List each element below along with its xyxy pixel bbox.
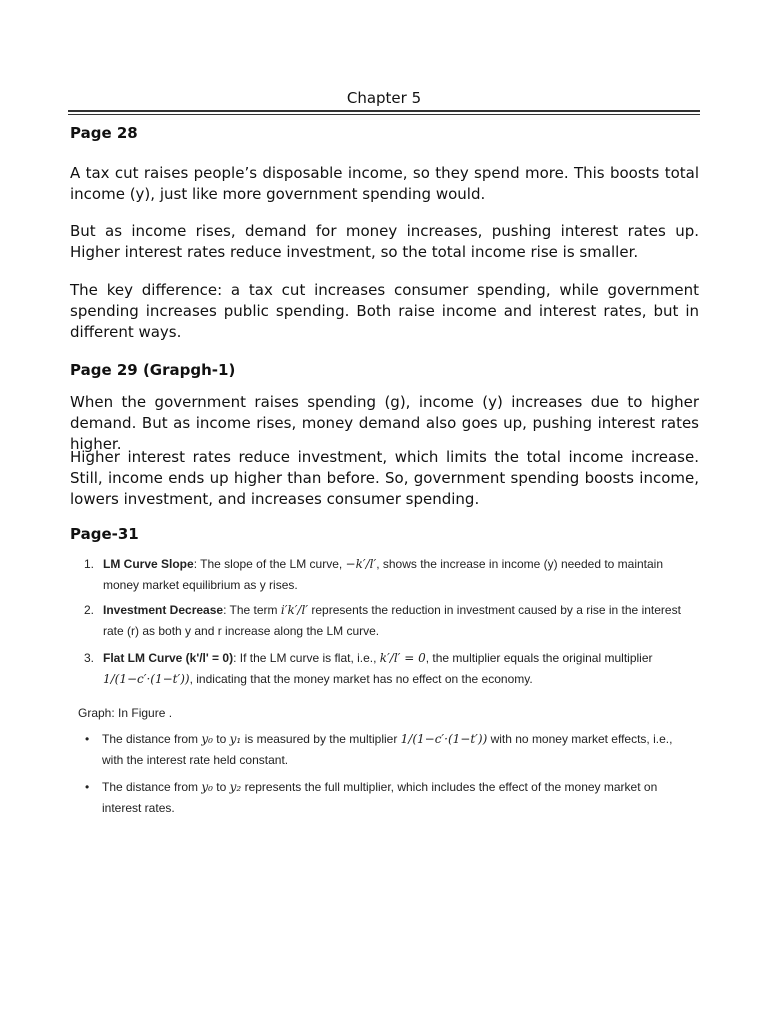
list-item-text: : The slope of the LM curve, [193, 557, 346, 571]
bullet-text: The distance from [102, 732, 202, 746]
bullet-text: to [212, 780, 230, 794]
bullet-text: represents the full multiplier, which includes the effect of the money market on interest rates. [102, 780, 658, 815]
bullet-icon: • [85, 732, 90, 746]
page-28-paragraph-2: But as income rises, demand for money increases, pushing interest rates up. Higher interest rates reduce investment, so the total income rise is smaller. [70, 222, 699, 261]
list-item-number: 1. [84, 557, 95, 571]
page-28-heading: Page 28 [70, 124, 138, 142]
list-item-title: Flat LM Curve (k'/l' = 0) [103, 651, 234, 665]
list-item-text: : The term [223, 603, 281, 617]
bullet-text: with no money market effects, i.e., with the interest rate held constant. [102, 732, 673, 767]
original-multiplier-formula: 1/(1−c′·(1−t′)) [103, 672, 190, 686]
list-item-text: , shows the increase in income (y) needed to maintain money market equilibrium as y rises. [103, 557, 664, 592]
page-29-paragraph-2: Higher interest rates reduce investment, which limits the total income increase. Still, income ends up higher than before. So, government spending boosts income, lowers investment, and increases consumer spending. [70, 448, 699, 508]
graph-label: Graph: In Figure . [78, 706, 173, 720]
header-rule-top [68, 110, 700, 112]
header-rule-bottom [68, 114, 700, 115]
lm-slope-formula: −k′/l′ [345, 557, 377, 571]
bullet-icon: • [85, 780, 90, 794]
page-28-paragraph-1: A tax cut raises people’s disposable income, so they spend more. This boosts total income (y), just like more government spending would. [70, 164, 699, 203]
page-28-paragraph-3: The key difference: a tax cut increases consumer spending, while government spending increases public spending. Both raise income and interest rates, but in different ways. [70, 281, 699, 341]
y1-symbol: y₁ [229, 732, 242, 746]
list-item-text: , indicating that the money market has no effect on the economy. [189, 672, 533, 686]
page-29-paragraph-1: When the government raises spending (g), income (y) increases due to higher demand. But as income rises, money demand also goes up, pushing interest rates higher. [70, 393, 699, 453]
page-31-heading: Page-31 [70, 525, 139, 543]
list-item-text: : If the LM curve is flat, i.e., [233, 651, 380, 665]
bullet-text: to [212, 732, 230, 746]
list-item-title: LM Curve Slope [103, 557, 194, 571]
page-29-heading: Page 29 (Grapgh-1) [70, 361, 236, 379]
chapter-title: Chapter 5 [346, 89, 422, 107]
list-item-text: represents the reduction in investment caused by a rise in the interest rate (r) as both y and r increase along the LM curve. [103, 603, 681, 638]
bullet-text: is measured by the multiplier [241, 732, 401, 746]
multiplier-formula: 1/(1−c′·(1−t′)) [400, 732, 488, 746]
list-item-number: 3. [84, 651, 95, 665]
y2-symbol: y₂ [229, 780, 242, 794]
list-item-number: 2. [84, 603, 95, 617]
y0-symbol: y₀ [201, 780, 213, 794]
flat-lm-formula: k′/l′ = 0 [379, 651, 426, 665]
bullet-text: The distance from [102, 780, 202, 794]
list-item-text: , the multiplier equals the original multiplier [425, 651, 653, 665]
investment-term-formula: i′k′/l′ [280, 603, 309, 617]
y0-symbol: y₀ [201, 732, 213, 746]
list-item-title: Investment Decrease [103, 603, 224, 617]
